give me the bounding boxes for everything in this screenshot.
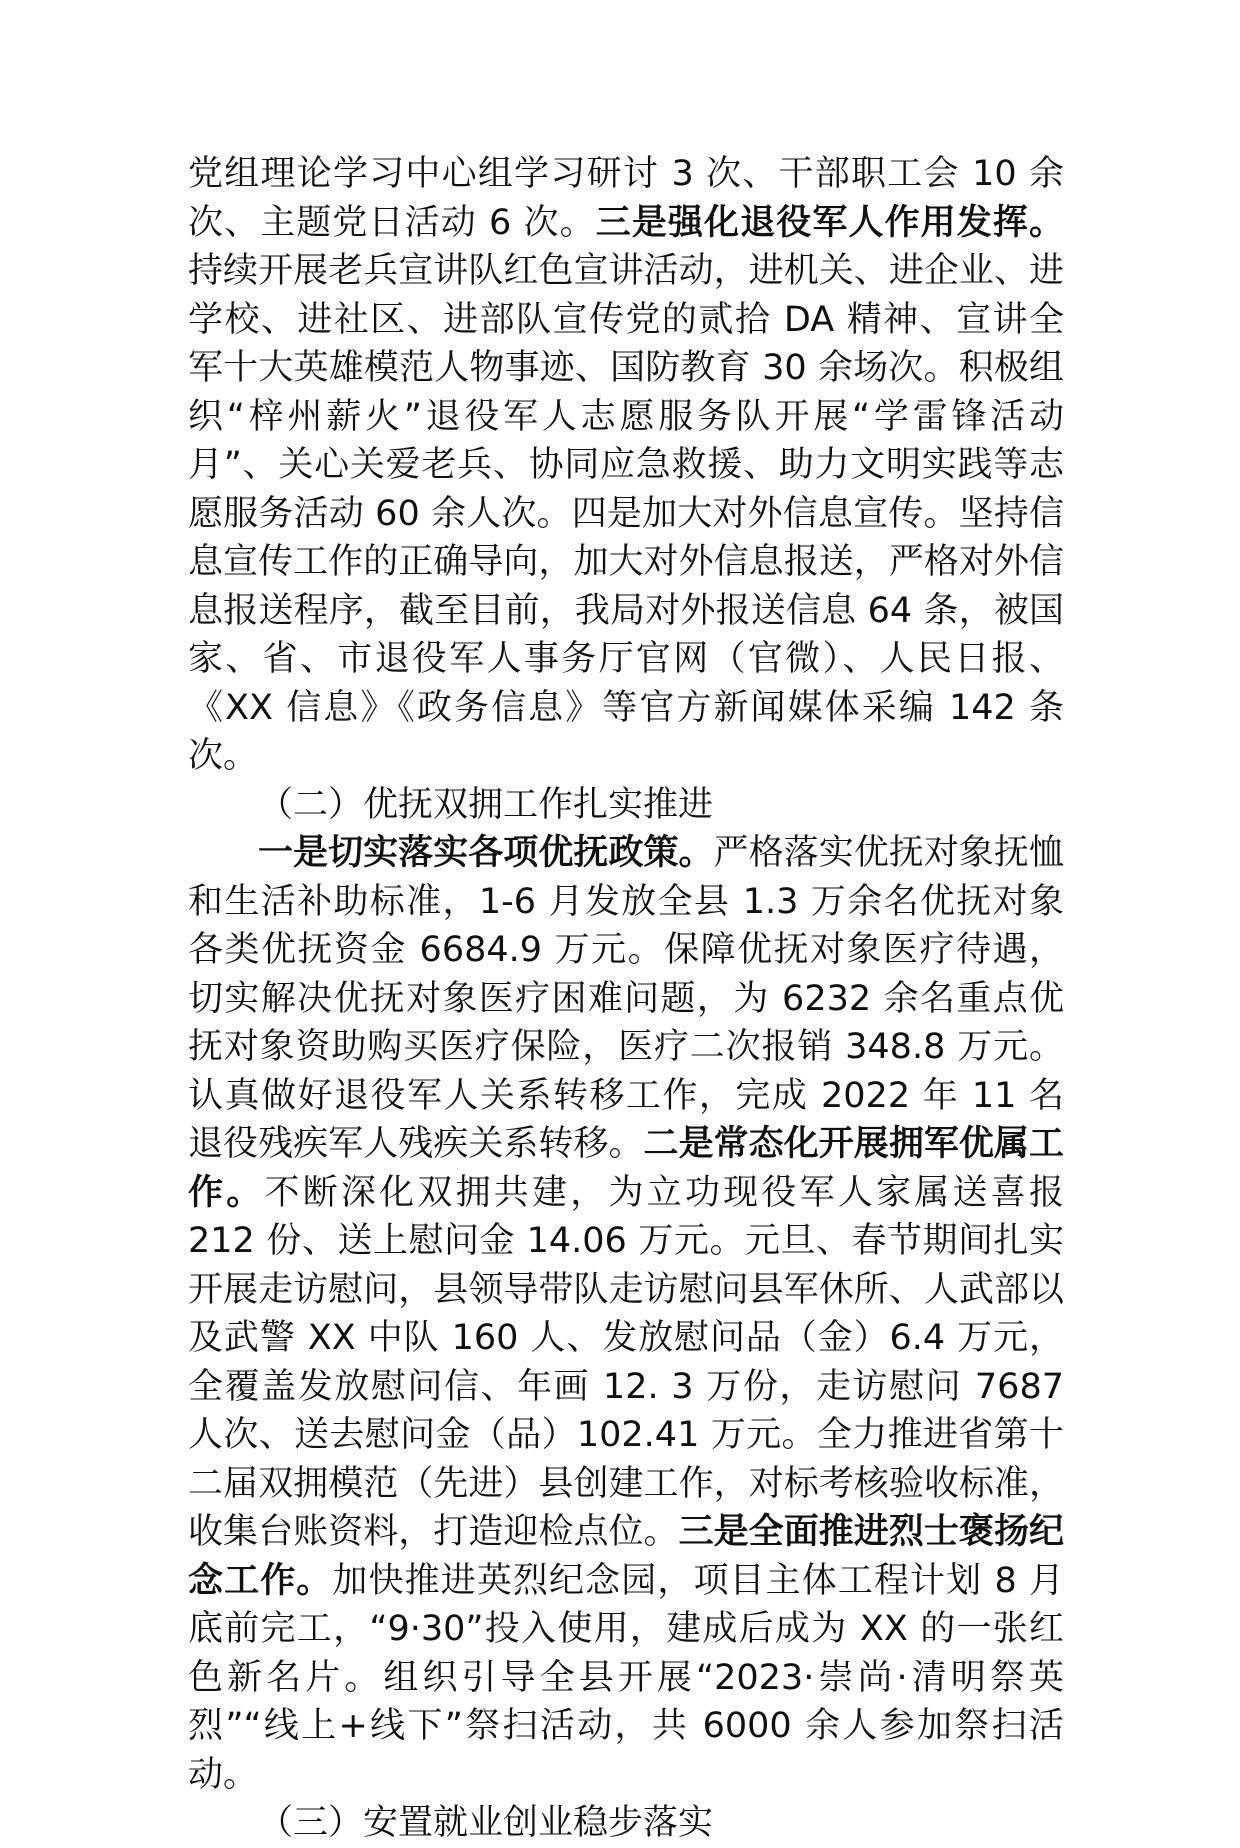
paragraph-bold-lead: 一是切实落实各项优抚政策。 <box>258 833 714 873</box>
paragraph-text: 党组理论学习中心组学习研讨 3 次、干部职工会 10 余次、主题党日活动 6 次。 <box>188 154 1064 243</box>
paragraph-text: 严格落实优抚对象抚恤和生活补助标准，1-6 月发放全县 1.3 万余名优抚对象各类优抚资金 6684.9 万元。保障优抚对象医疗待遇，切实解决优抚对象医疗困难问题，为 6232 余名重点优抚对象资助购买医疗保险，医疗二次报销 348.8 万元。认真做好退役军人关系转移工作，完成 2022 年 11 名退役残疾军人残疾关系转移。 <box>188 833 1064 1164</box>
paragraph-theory-study <box>188 150 1064 781</box>
document-page <box>188 150 1064 1848</box>
paragraph-bold-lead: 二是常态化开展拥军优属工作。 <box>188 1124 1064 1213</box>
section-heading-3: （三）安置就业创业稳步落实 <box>258 1803 714 1843</box>
paragraph-text: 不断深化双拥共建，为立功现役军人家属送喜报 212 份、送上慰问金 14.06 万元。元旦、春节期间扎实开展走访慰问，县领导带队走访慰问县军休所、人武部以及武警 XX 中队 160 人、发放慰问品（金）6.4 万元，全覆盖发放慰问信、年画 12. 3 万份，走访慰问 7687 人次、送去慰问金（品）102.41 万元。全力推进省第十二届双拥模范（先进）县创建工作，对标考核验收标准，收集台账资料，打造迎检点位。 <box>188 1172 1064 1552</box>
paragraph-bold-lead: 三是强化退役军人作用发挥。 <box>595 202 1064 243</box>
paragraph-bold-lead: 三是全面推进烈士褒扬纪念工作。 <box>188 1512 1064 1601</box>
paragraph-preferential-care <box>188 829 1064 1799</box>
paragraph-text: 持续开展老兵宣讲队红色宣讲活动，进机关、进企业、进学校、进社区、进部队宣传党的贰拾 DA 精神、宣讲全军十大英雄模范人物事迹、国防教育 30 余场次。积极组织“梓州薪火”退役军人志愿服务队开展“学雷锋活动月”、关心关爱老兵、协同应急救援、助力文明实践等志愿服务活动 60 余人次。四是加大对外信息宣传。坚持信息宣传工作的正确导向，加大对外信息报送，严格对外信息报送程序，截至目前，我局对外报送信息 64 条，被国家、省、市退役军人事务厅官网（官微）、人民日报、《XX 信息》《政务信息》等官方新闻媒体采编 142 条次。 <box>188 251 1064 776</box>
paragraph-text: 加快推进英烈纪念园，项目主体工程计划 8 月底前完工，“9·30”投入使用，建成后成为 XX 的一张红色新名片。组织引导全县开展“2023·崇尚·清明祭英烈”“线上+线下”祭扫活动，共 6000 余人参加祭扫活动。 <box>188 1560 1064 1795</box>
section-heading-2: （二）优抚双拥工作扎实推进 <box>258 784 714 825</box>
